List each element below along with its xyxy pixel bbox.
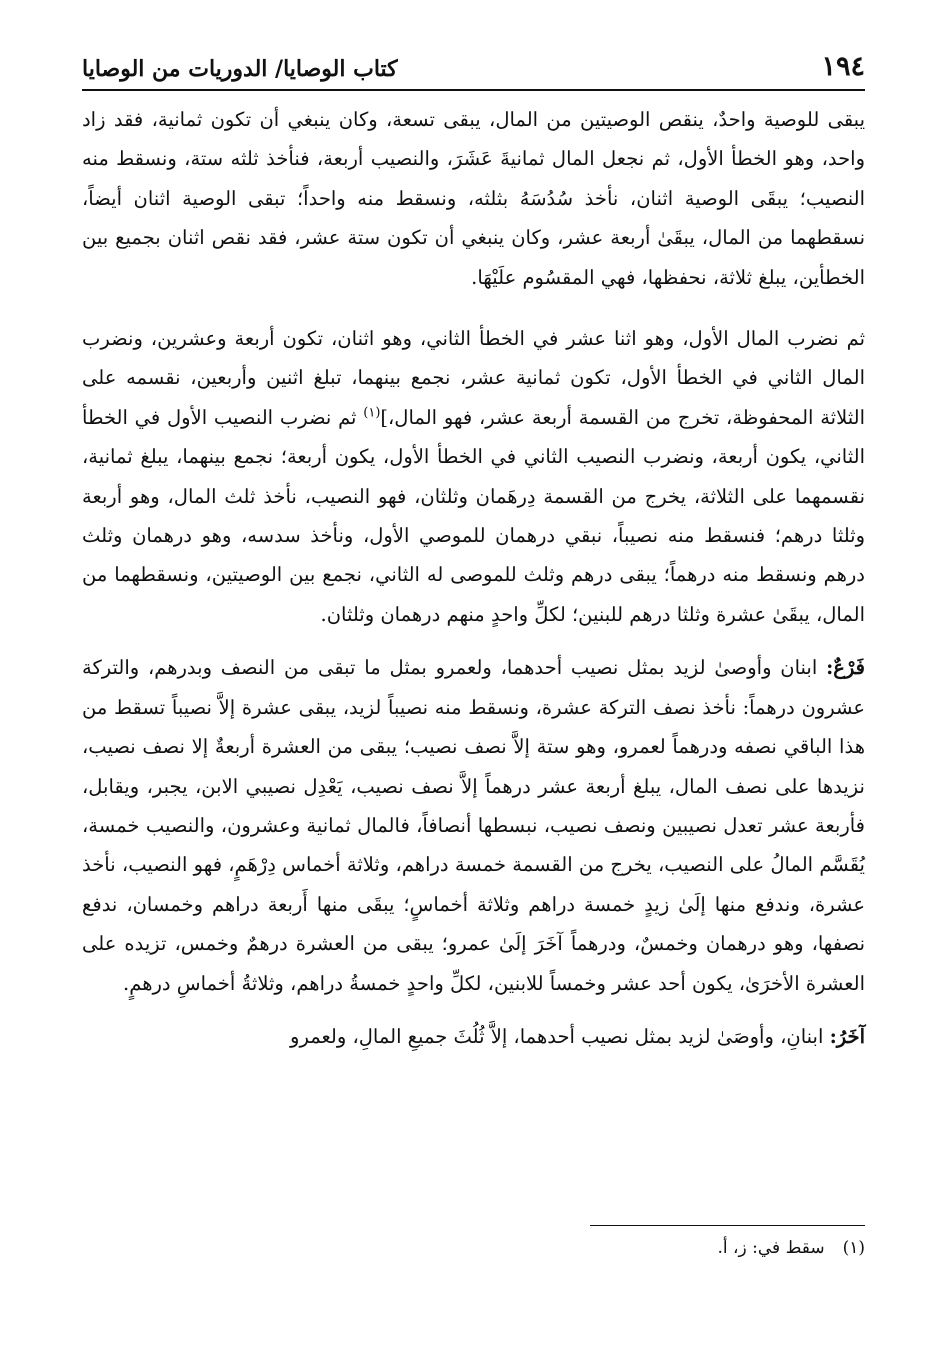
paragraph-1 [82, 100, 865, 297]
header-divider [82, 89, 865, 91]
footnote-text: سقط في: ز، أ. [717, 1238, 825, 1258]
footnote-reference[interactable]: (١) [363, 405, 381, 421]
paragraph-2-text-after: ثم نضرب النصيب الأول في الخطأ الثاني، يكون أربعة، ونضرب النصيب الثاني في الخطأ الأول، يكون أربعة؛ نجمع بينهما، يبلغ ثمانية، نقسمهما على الثلاثة، يخرج من القسمة دِرهَمان وثلثان، فهو النصيب، نأخذ ثلث المال، وهو أربعة وثلثا درهم؛ فنسقط منه نصيباً، نبقي درهمان للموصي الأول، ونأخذ سدسه، وهو درهمان وثلث درهم ونسقط منه درهماً؛ يبقى درهم وثلث للموصى له الثاني، نجمع بين الوصيتين، ونسقطهما من المال، يبقَىٰ عشرة وثلثا درهم للبنين؛ لكلِّ واحدٍ منهم درهمان وثلثان. [82, 405, 866, 626]
page-header [82, 38, 865, 90]
main-text [82, 100, 865, 1070]
page-number: ١٩٤ [821, 51, 865, 82]
footnote [718, 1238, 865, 1258]
paragraph-4-heading: آخَرُ: [829, 1024, 865, 1048]
paragraph-3-heading: فَرْعٌ: [826, 656, 865, 680]
footnote-divider [590, 1225, 865, 1226]
paragraph-2 [82, 319, 865, 634]
paragraph-2-text-before: ثم نضرب المال الأول، وهو اثنا عشر في الخطأ الثاني، وهو اثنان، تكون أربعة وعشرين، ونضرب المال الثاني في الخطأ الأول، تكون ثمانية عشر، نجمع بينهما، تبلغ اثنين وأربعين، نقسمه على الثلاثة المحفوظة، تخرج من القسمة أربعة عشر، فهو المال،] [82, 327, 865, 429]
paragraph-1-text: يبقى للوصية واحدٌ، ينقص الوصيتين من المال، يبقى تسعة، وكان ينبغي أن تكون ثمانية، فقد زاد واحد، وهو الخطأ الأول، ثم نجعل المال ثمانيةَ عَشَرَ، والنصيب أربعة، فنأخذ ثلثه ستة، ونسقط منه النصيب؛ يبقَى الوصية اثنان، نأخذ سُدُسَهُ بثلثه، ونسقط منه واحداً؛ تبقى الوصية اثنان أيضاً، نسقطهما من المال، يبقَىٰ أربعة عشر، وكان ينبغي أن تكون ستة عشر، فقد نقص اثنان بجميع بين الخطأين، يبلغ ثلاثة، نحفظها، فهي المقسُوم علَيْهَا. [82, 108, 865, 289]
paragraph-4-text: ابنانِ، وأوصَىٰ لزيد بمثل نصيب أحدهما، إلاَّ ثُلُثَ جميعِ المالِ، ولعمرو [290, 1024, 830, 1048]
paragraph-3-text: ابنان وأوصىٰ لزيد بمثل نصيب أحدهما، ولعمرو بمثل ما تبقى من النصف وبدرهم، والتركة عشرون درهماً: نأخذ نصف التركة عشرة، ونسقط منه نصيباً لزيد، يبقى عشرة إلاَّ نصيباً تسقط من هذا الباقي نصفه ودرهماً لعمرو، وهو ستة إلاَّ نصف نصيب؛ يبقى من العشرة أربعةٌ إلا نصف نصيب، نزيدها على نصف المال، يبلغ أربعة عشر درهماً إلاَّ نصف نصيب، يَعْدِل نصيبي الابن، يجبر، ويقابل، فأربعة عشر تعدل نصيبين ونصف نصيب، نبسطها أنصافاً، فالمال ثمانية وعشرون، والنصيب خمسة، يُقَسَّم المالُ على النصيب، يخرج من القسمة خمسة دراهم، وثلاثة أخماس دِرْهَمٍ، فهو النصيب، نأخذ عشرة، وندفع منها إلَىٰ زيدٍ خمسة دراهم وثلاثة أخماسٍ؛ يبقَى منها أَربعة دراهم وخمسان، ندفع نصفها، وهو درهمان وخمسٌ، ودرهماً آخَرَ إلَىٰ عمرو؛ يبقى من العشرة درهمٌ وخمس، تزيده على العشرة الأخرَىٰ، يكون أحد عشر وخمساً للابنين، لكلِّ واحدٍ خمسةُ دراهم، وثلاثةُ أخماسِ درهمٍ. [82, 656, 865, 995]
paragraph-4 [82, 1017, 865, 1056]
paragraph-3 [82, 648, 865, 1003]
running-title: كتاب الوصايا/ الدوريات من الوصايا [82, 56, 398, 82]
footnote-number: (١) [842, 1238, 865, 1258]
